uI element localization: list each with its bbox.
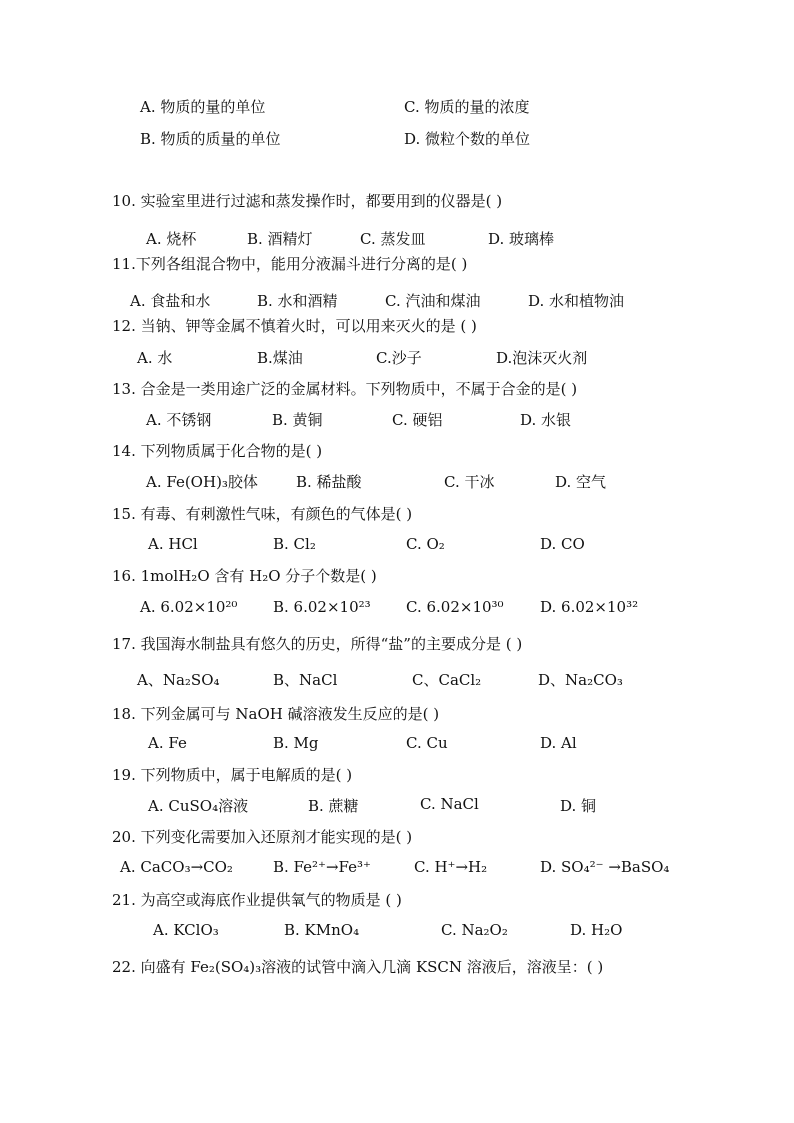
q19-stem: 19. 下列物质中，属于电解质的是( ) (112, 766, 353, 784)
q21-option-d: D. H₂O (570, 921, 623, 939)
q14-option-b: B. 稀盐酸 (296, 473, 362, 491)
q19-option-a: A. CuSO₄溶液 (148, 797, 249, 815)
q20-option-b: B. Fe²⁺→Fe³⁺ (273, 858, 371, 876)
q13-option-b: B. 黄铜 (272, 411, 323, 429)
q9-option-b: B. 物质的质量的单位 (140, 130, 281, 148)
q16-stem: 16. 1molH₂O 含有 H₂O 分子个数是( ) (112, 567, 377, 585)
q13-option-c: C. 硬铝 (392, 411, 443, 429)
q17-option-d: D、Na₂CO₃ (538, 671, 623, 689)
q21-option-b: B. KMnO₄ (284, 921, 360, 939)
q10-option-c: C. 蒸发皿 (360, 230, 426, 248)
q9-option-a: A. 物质的量的单位 (140, 98, 266, 116)
q11-option-d: D. 水和植物油 (528, 292, 625, 310)
q9-option-c: C. 物质的量的浓度 (404, 98, 530, 116)
q18-option-a: A. Fe (148, 734, 187, 752)
q18-option-d: D. Al (540, 734, 577, 752)
q12-option-b: B.煤油 (257, 349, 303, 367)
q9-option-d: D. 微粒个数的单位 (404, 130, 531, 148)
q12-option-d: D.泡沫灭火剂 (496, 349, 588, 367)
q12-option-c: C.沙子 (376, 349, 422, 367)
q10-stem: 10. 实验室里进行过滤和蒸发操作时，都要用到的仪器是( ) (112, 192, 503, 210)
q17-stem: 17. 我国海水制盐具有悠久的历史，所得“盐”的主要成分是 ( ) (112, 635, 523, 653)
q19-option-d: D. 铜 (560, 797, 597, 815)
q17-option-c: C、CaCl₂ (412, 671, 482, 689)
q14-option-a: A. Fe(OH)₃胶体 (146, 473, 258, 491)
q15-option-c: C. O₂ (406, 535, 445, 553)
q11-option-c: C. 汽油和煤油 (385, 292, 481, 310)
q20-stem: 20. 下列变化需要加入还原剂才能实现的是( ) (112, 828, 413, 846)
q11-option-b: B. 水和酒精 (257, 292, 338, 310)
q15-option-a: A. HCl (148, 535, 198, 553)
q19-option-b: B. 蔗糖 (308, 797, 359, 815)
q18-stem: 18. 下列金属可与 NaOH 碱溶液发生反应的是( ) (112, 705, 440, 723)
q14-stem: 14. 下列物质属于化合物的是( ) (112, 442, 323, 460)
q20-option-d: D. SO₄²⁻ →BaSO₄ (540, 858, 670, 876)
q13-option-d: D. 水银 (520, 411, 572, 429)
q13-stem: 13. 合金是一类用途广泛的金属材料。下列物质中，不属于合金的是( ) (112, 380, 578, 398)
q10-option-a: A. 烧杯 (146, 230, 197, 248)
q14-option-d: D. 空气 (555, 473, 607, 491)
q16-option-d: D. 6.02×10³² (540, 598, 639, 616)
q20-option-a: A. CaCO₃→CO₂ (120, 858, 233, 876)
q14-option-c: C. 干冰 (444, 473, 495, 491)
q11-stem: 11.下列各组混合物中，能用分液漏斗进行分离的是( ) (112, 255, 468, 273)
q19-option-c: C. NaCl (420, 795, 479, 813)
q12-option-a: A. 水 (137, 349, 173, 367)
q15-stem: 15. 有毒、有刺激性气味，有颜色的气体是( ) (112, 505, 413, 523)
q16-option-c: C. 6.02×10³⁰ (406, 598, 504, 616)
q11-option-a: A. 食盐和水 (130, 292, 211, 310)
q17-option-b: B、NaCl (273, 671, 338, 689)
q15-option-b: B. Cl₂ (273, 535, 316, 553)
q13-option-a: A. 不锈钢 (146, 411, 212, 429)
q10-option-b: B. 酒精灯 (247, 230, 313, 248)
q18-option-b: B. Mg (273, 734, 319, 752)
q20-option-c: C. H⁺→H₂ (414, 858, 488, 876)
q21-option-a: A. KClO₃ (153, 921, 219, 939)
q16-option-a: A. 6.02×10²⁰ (140, 598, 238, 616)
q21-option-c: C. Na₂O₂ (441, 921, 508, 939)
q18-option-c: C. Cu (406, 734, 448, 752)
q22-stem: 22. 向盛有 Fe₂(SO₄)₃溶液的试管中滴入几滴 KSCN 溶液后，溶液呈：( ) (112, 958, 604, 976)
q15-option-d: D. CO (540, 535, 585, 553)
q16-option-b: B. 6.02×10²³ (273, 598, 371, 616)
q17-option-a: A、Na₂SO₄ (137, 671, 220, 689)
q10-option-d: D. 玻璃棒 (488, 230, 555, 248)
q12-stem: 12. 当钠、钾等金属不慎着火时，可以用来灭火的是 ( ) (112, 317, 477, 335)
q21-stem: 21. 为高空或海底作业提供氧气的物质是 ( ) (112, 891, 402, 909)
